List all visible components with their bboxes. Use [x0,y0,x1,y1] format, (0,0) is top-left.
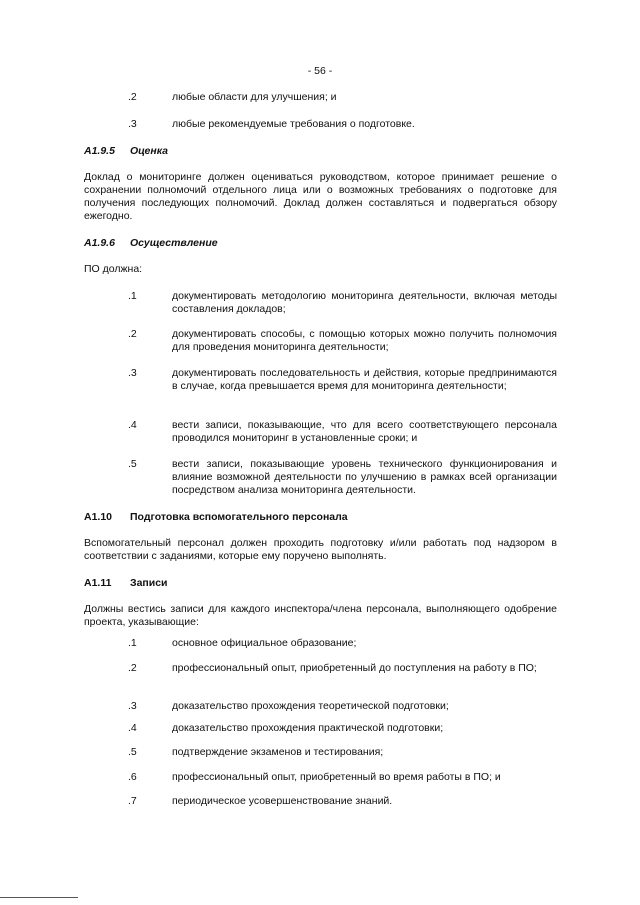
footnote-divider [0,897,78,898]
item-text: любые рекомендуемые требования о подготовке. [172,118,415,130]
section-number: A1.11 [84,577,112,589]
section-heading-a195 [84,145,168,158]
section-number: A1.9.5 [84,145,115,157]
item-number: .1 [128,290,137,302]
item-number: .2 [128,91,137,103]
item-text: доказательство прохождения практической подготовки; [172,722,444,734]
item-text: профессиональный опыт, приобретенный до поступления на работу в ПО; [172,662,537,674]
item-number: .2 [128,662,137,674]
section-title: Осуществление [130,237,218,249]
page-number: - 56 - [307,65,333,77]
section-heading-a196 [84,237,218,250]
item-number: .6 [128,771,137,783]
item-text: доказательство прохождения теоретической подготовки; [172,700,449,712]
item-number: .5 [128,458,137,470]
item-text: подтверждение экзаменов и тестирования; [172,746,384,758]
section-title: Записи [130,577,168,589]
item-text: документировать последовательность и действия, которые предпринимаются в случае, когда превышается время для мониторинга деятельности; [172,367,557,392]
section-title: Оценка [130,145,169,157]
section-heading-a111 [84,577,168,590]
section-number: A1.9.6 [84,237,115,249]
item-number: .2 [128,328,137,340]
item-number: .3 [128,118,137,130]
item-text: документировать методологию мониторинга деятельности, включая методы составления докладов; [172,290,557,315]
item-text: профессиональный опыт, приобретенный во время работы в ПО; и [172,771,501,783]
section-a195-paragraph: Доклад о мониторинге должен оцениваться руководством, которое принимает решение о сохранении полномочий отдельного лица или о возможных требованиях о подготовке для получения последующих полномочий. Доклад должен составляться и подвергаться обзору ежегодно. [84,171,557,222]
item-number: .4 [128,419,137,431]
item-number: .3 [128,367,137,379]
item-number: .7 [128,795,137,807]
section-number: A1.10 [84,511,113,523]
section-heading-a110 [84,511,348,524]
item-number: .3 [128,700,137,712]
item-text: вести записи, показывающие уровень технического функционирования и влияние возможной деятельности по улучшению в рамках всей организации посредством анализа мониторинга деятельности. [172,458,557,496]
item-text: основное официальное образование; [172,637,357,649]
section-a111-intro: Должны вестись записи для каждого инспектора/члена персонала, выполняющего одобрение проекта, указывающие: [84,603,557,628]
section-a110-paragraph: Вспомогательный персонал должен проходить подготовку и/или работать под надзором в соответствии с заданиями, которые ему поручено выполнять. [84,537,557,562]
item-text: периодическое усовершенствование знаний. [172,795,393,807]
item-number: .5 [128,746,137,758]
item-text: вести записи, показывающие, что для всего соответствующего персонала проводился мониторинг в установленные сроки; и [172,419,557,444]
item-text: документировать способы, с помощью которых можно получить полномочия для проведения мониторинга деятельности; [172,328,557,353]
item-text: любые области для улучшения; и [172,91,337,103]
section-a196-intro: ПО должна: [84,263,143,275]
section-title: Подготовка вспомогательного персонала [130,511,348,523]
item-number: .1 [128,637,137,649]
item-number: .4 [128,722,137,734]
